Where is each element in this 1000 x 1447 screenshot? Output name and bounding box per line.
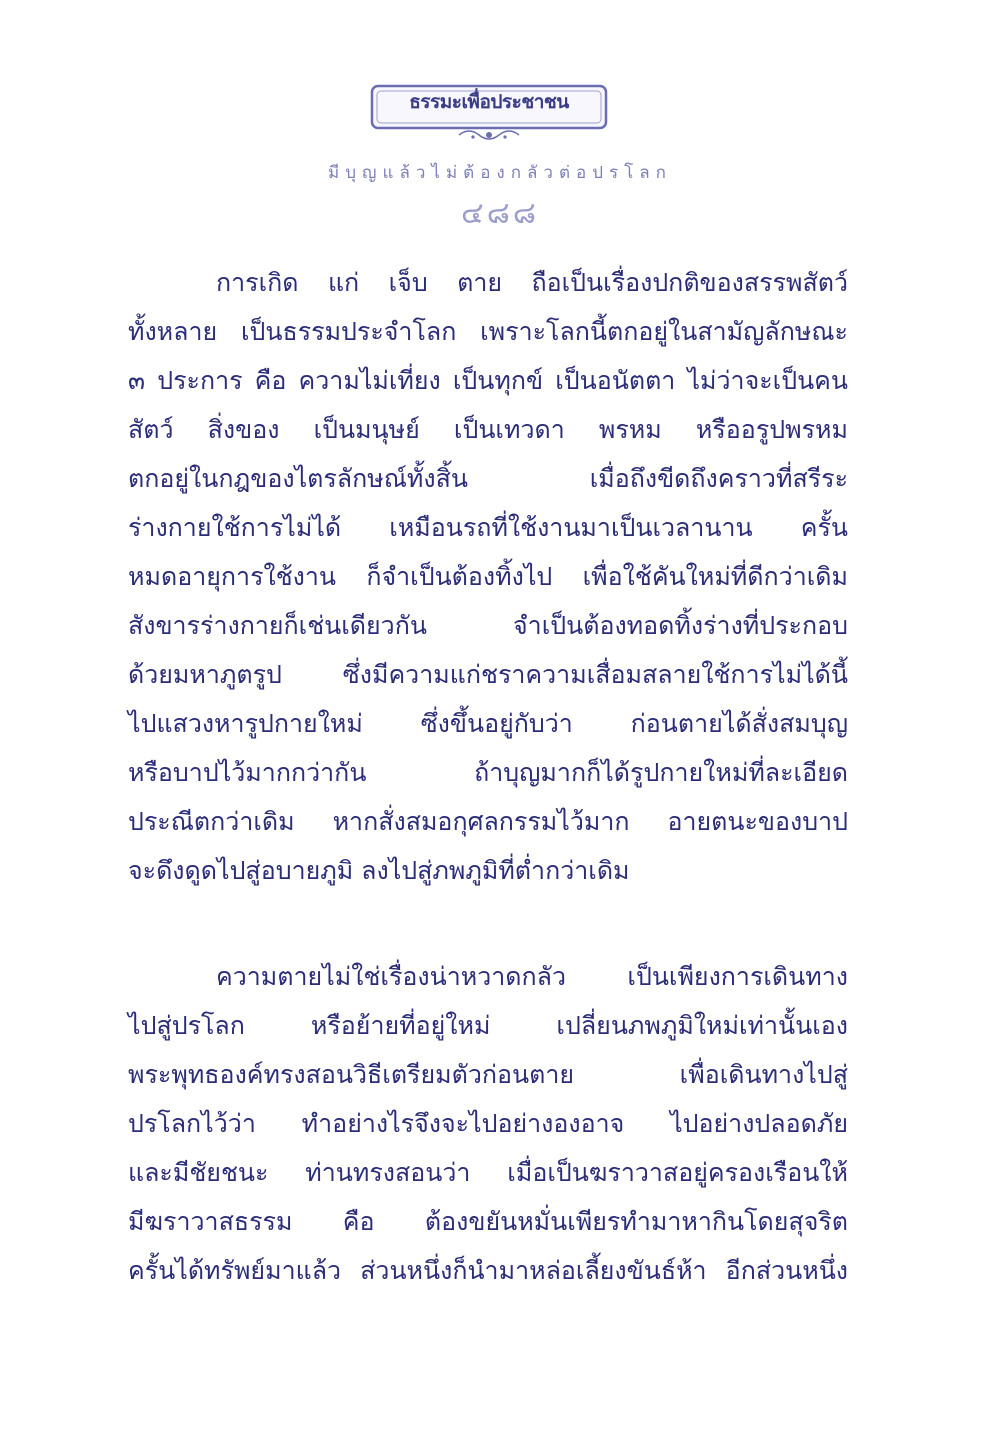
paragraph-line: หรือบาปไว้มากกว่ากัน ถ้าบุญมากก็ได้รูปกายใหม่ที่ละเอียด [128,758,848,787]
paragraph-line: และมีชัยชนะ ท่านทรงสอนว่า เมื่อเป็นฆราวาสอยู่ครองเรือนให้ [128,1158,848,1187]
paragraph-2 [128,952,848,1295]
paragraph-line: ไปสู่ปรโลก หรือย้ายที่อยู่ใหม่ เปลี่ยนภพภูมิใหม่เท่านั้นเอง [128,1011,848,1040]
paragraph-line: ตกอยู่ในกฎของไตรลักษณ์ทั้งสิ้น เมื่อถึงขีดถึงคราวที่สรีระ [128,464,848,493]
paragraph-line: ครั้นได้ทรัพย์มาแล้ว ส่วนหนึ่งก็นำมาหล่อเลี้ยงขันธ์ห้า อีกส่วนหนึ่ง [128,1256,848,1285]
paragraph-line: การเกิด แก่ เจ็บ ตาย ถือเป็นเรื่องปกติของสรรพสัตว์ [216,268,848,297]
paragraph-line: ๓ ประการ คือ ความไม่เที่ยง เป็นทุกข์ เป็นอนัตตา ไม่ว่าจะเป็นคน [128,366,848,395]
paragraph-line: มีฆราวาสธรรม คือ ต้องขยันหมั่นเพียรทำมาหากินโดยสุจริต [128,1207,848,1236]
paragraph-line: จะดึงดูดไปสู่อบายภูมิ ลงไปสู่ภพภูมิที่ต่ำกว่าเดิม [128,856,630,885]
chapter-title: มีบุญแล้วไม่ต้องกลัวต่อปรโลก [328,163,672,183]
paragraph-line: พระพุทธองค์ทรงสอนวิธีเตรียมตัวก่อนตาย เพื่อเดินทางไปสู่ [128,1060,848,1089]
paragraph-line: ร่างกายใช้การไม่ได้ เหมือนรถที่ใช้งานมาเป็นเวลานาน ครั้น [128,513,848,542]
paragraph-line: ทั้งหลาย เป็นธรรมประจำโลก เพราะโลกนี้ตกอยู่ในสามัญลักษณะ [128,317,848,346]
paragraph-line: สังขารร่างกายก็เช่นเดียวกัน จำเป็นต้องทอดทิ้งร่างที่ประกอบ [128,611,848,640]
paragraph-line: สัตว์ สิ่งของ เป็นมนุษย์ เป็นเทวดา พรหม หรืออรูปพรหม [128,415,848,444]
paragraph-line: ประณีตกว่าเดิม หากสั่งสมอกุศลกรรมไว้มาก อายตนะของบาป [128,807,848,836]
paragraph-1 [128,258,848,895]
logo-text: ธรรมะเพื่อประชาชน [409,91,569,113]
paragraph-line: ความตายไม่ใช่เรื่องน่าหวาดกลัว เป็นเพียงการเดินทาง [216,962,848,991]
paragraph-line: ด้วยมหาภูตรูป ซึ่งมีความแก่ชราความเสื่อมสลายใช้การไม่ได้นี้ [128,660,848,689]
paragraph-line: ไปแสวงหารูปกายใหม่ ซึ่งขึ้นอยู่กับว่า ก่อนตายได้สั่งสมบุญ [128,709,848,738]
paragraph-line: ปรโลกไว้ว่า ทำอย่างไรจึงจะไปอย่างองอาจ ไปอย่างปลอดภัย [128,1109,848,1138]
header-logo [369,83,609,145]
page-number: ๔๘๘ [461,196,539,231]
paragraph-line: หมดอายุการใช้งาน ก็จำเป็นต้องทิ้งไป เพื่อใช้คันใหม่ที่ดีกว่าเดิม [128,562,848,591]
